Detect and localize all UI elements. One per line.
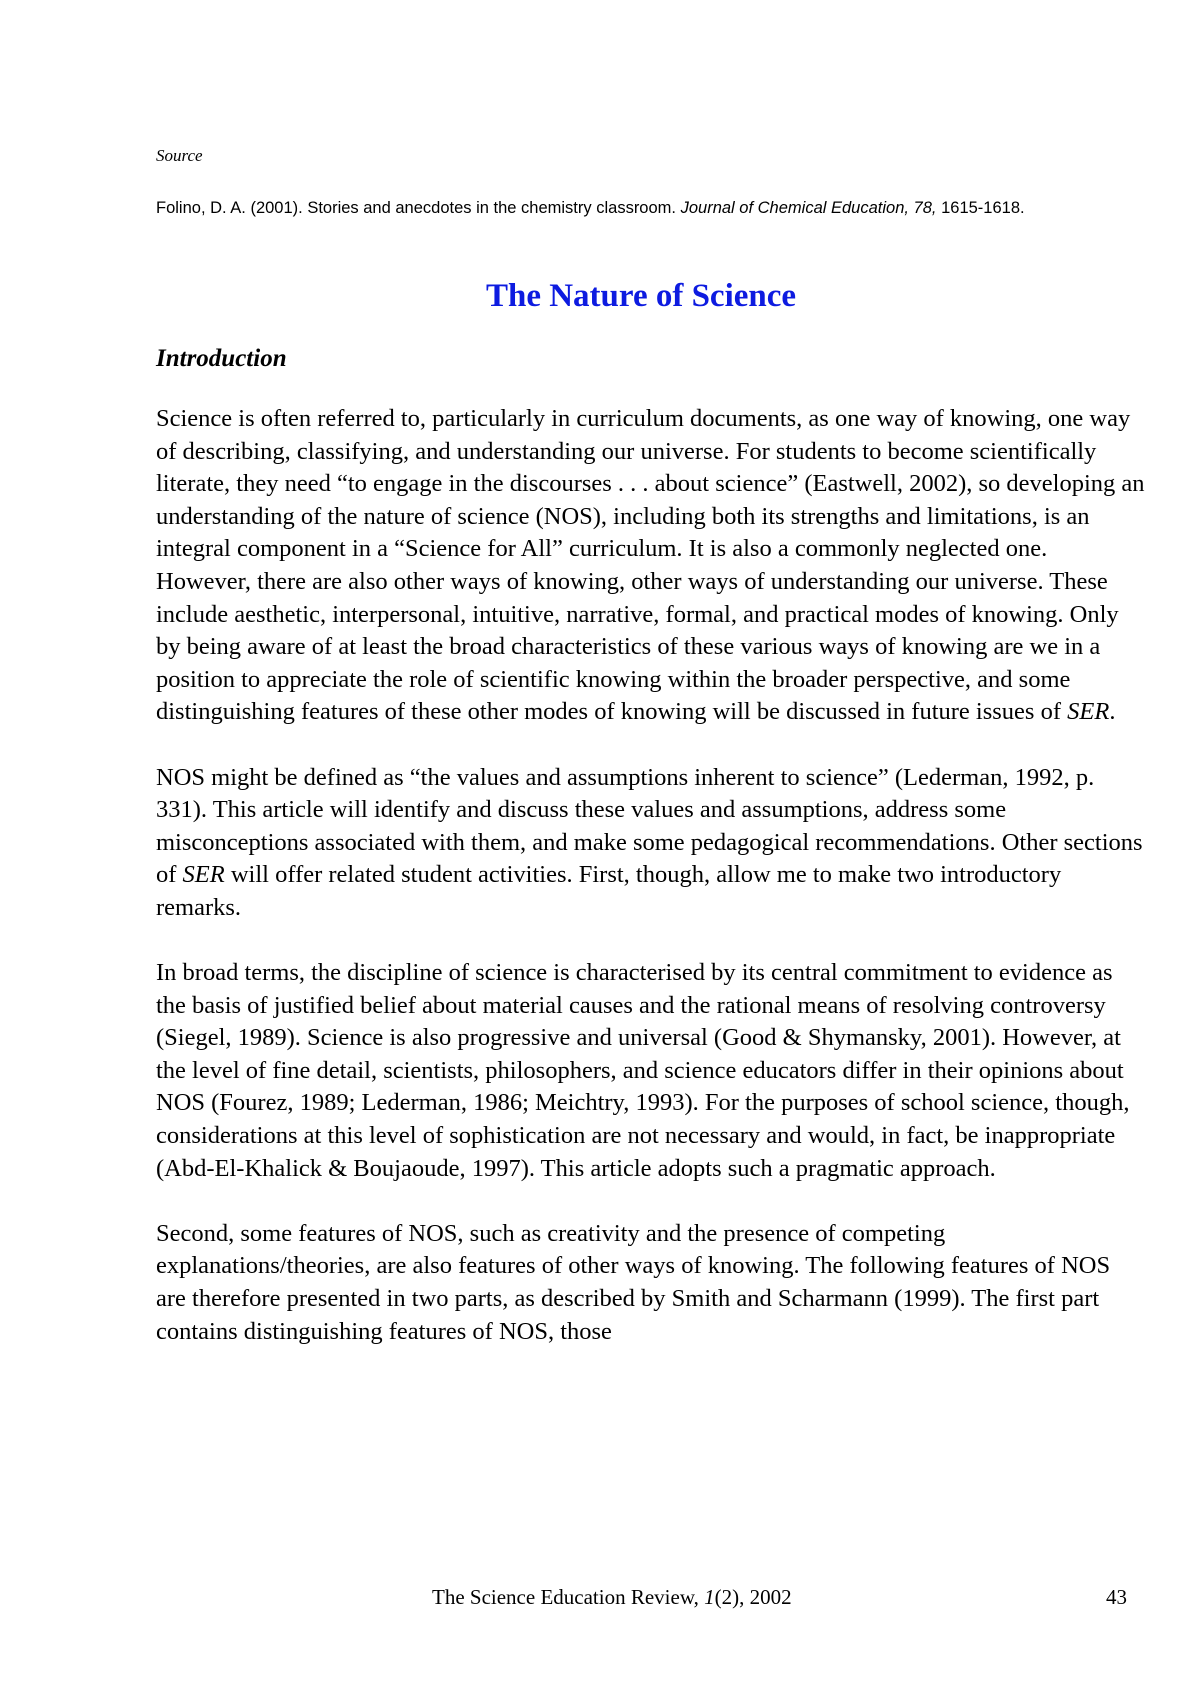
page-content <box>156 146 1146 1348</box>
reference-entry <box>156 196 1164 220</box>
reference-authors: Folino, D. A. (2001). Stories and anecdotes in the chemistry classroom. <box>156 199 676 217</box>
footer-journal <box>432 1585 792 1610</box>
footer-volume: 1 <box>704 1585 715 1609</box>
reference-journal: Journal of Chemical Education, 78, <box>680 199 937 217</box>
section-heading-introduction: Introduction <box>156 345 287 372</box>
reference-pages: 1615-1618. <box>941 199 1025 217</box>
paragraph-1-ser: SER <box>1067 698 1110 726</box>
paragraph-1 <box>156 403 1146 729</box>
paragraph-3: In broad terms, the discipline of science is characterised by its central commitment to evidence as the basis of justified belief about material causes and the rational means of resolving controversy (Siegel, 1989). Science is also progressive and universal (Good & Shymansky, 2001). However, at the level of fine detail, scientists, philosophers, and science educators differ in their opinions about NOS (Fourez, 1989; Lederman, 1986; Meichtry, 1993). For the purposes of school science, though, considerations at this level of sophistication are not necessary and would, in fact, be inappropriate (Abd-El-Khalick & Boujaoude, 1997). This article adopts such a pragmatic approach. <box>156 959 1130 1182</box>
paragraph-2-text: NOS might be defined as “the values and assumptions inherent to science” (Lederman, 1992, p. 331). This article will identify and discuss these values and assumptions, address some misconceptions associated with them, and make some pedagogical recommendations. Other sections of <box>156 763 1143 889</box>
source-label: Source <box>156 146 203 165</box>
footer-issue-year: (2), 2002 <box>714 1585 792 1609</box>
footer-journal-name: The Science Education Review, <box>432 1585 705 1609</box>
paragraph-1-text: Science is often referred to, particularly in curriculum documents, as one way of knowing, one way of describing, classifying, and understanding our universe. For students to become scientifically literate, they need “to engage in the discourses . . . about science” (Eastwell, 2002), so developing an understanding of the nature of science (NOS), including both its strengths and limitations, is an integral component in a “Science for All” curriculum. It is also a commonly neglected one. However, there are also other ways of knowing, other ways of understanding our universe. These include aesthetic, interpersonal, intuitive, narrative, formal, and practical modes of knowing. Only by being aware of at least the broad characteristics of these various ways of knowing are we in a position to appreciate the role of scientific knowing within the broader perspective, and some distinguishing features of these other modes of knowing will be discussed in future issues of <box>156 405 1145 726</box>
page-number: 43 <box>1106 1585 1127 1609</box>
paragraph-2 <box>156 762 1146 925</box>
paragraph-2-ser: SER <box>182 861 225 889</box>
paragraph-1-end: . <box>1109 698 1116 726</box>
paragraph-2-end: will offer related student activities. First, though, allow me to make two introductory remarks. <box>156 861 1062 921</box>
article-title: The Nature of Science <box>485 278 797 314</box>
paragraph-4: Second, some features of NOS, such as creativity and the presence of competing explanations/theories, are also features of other ways of knowing. The following features of NOS are therefore presented in two parts, as described by Smith and Scharmann (1999). The first part contains distinguishing features of NOS, those <box>156 1219 1111 1345</box>
